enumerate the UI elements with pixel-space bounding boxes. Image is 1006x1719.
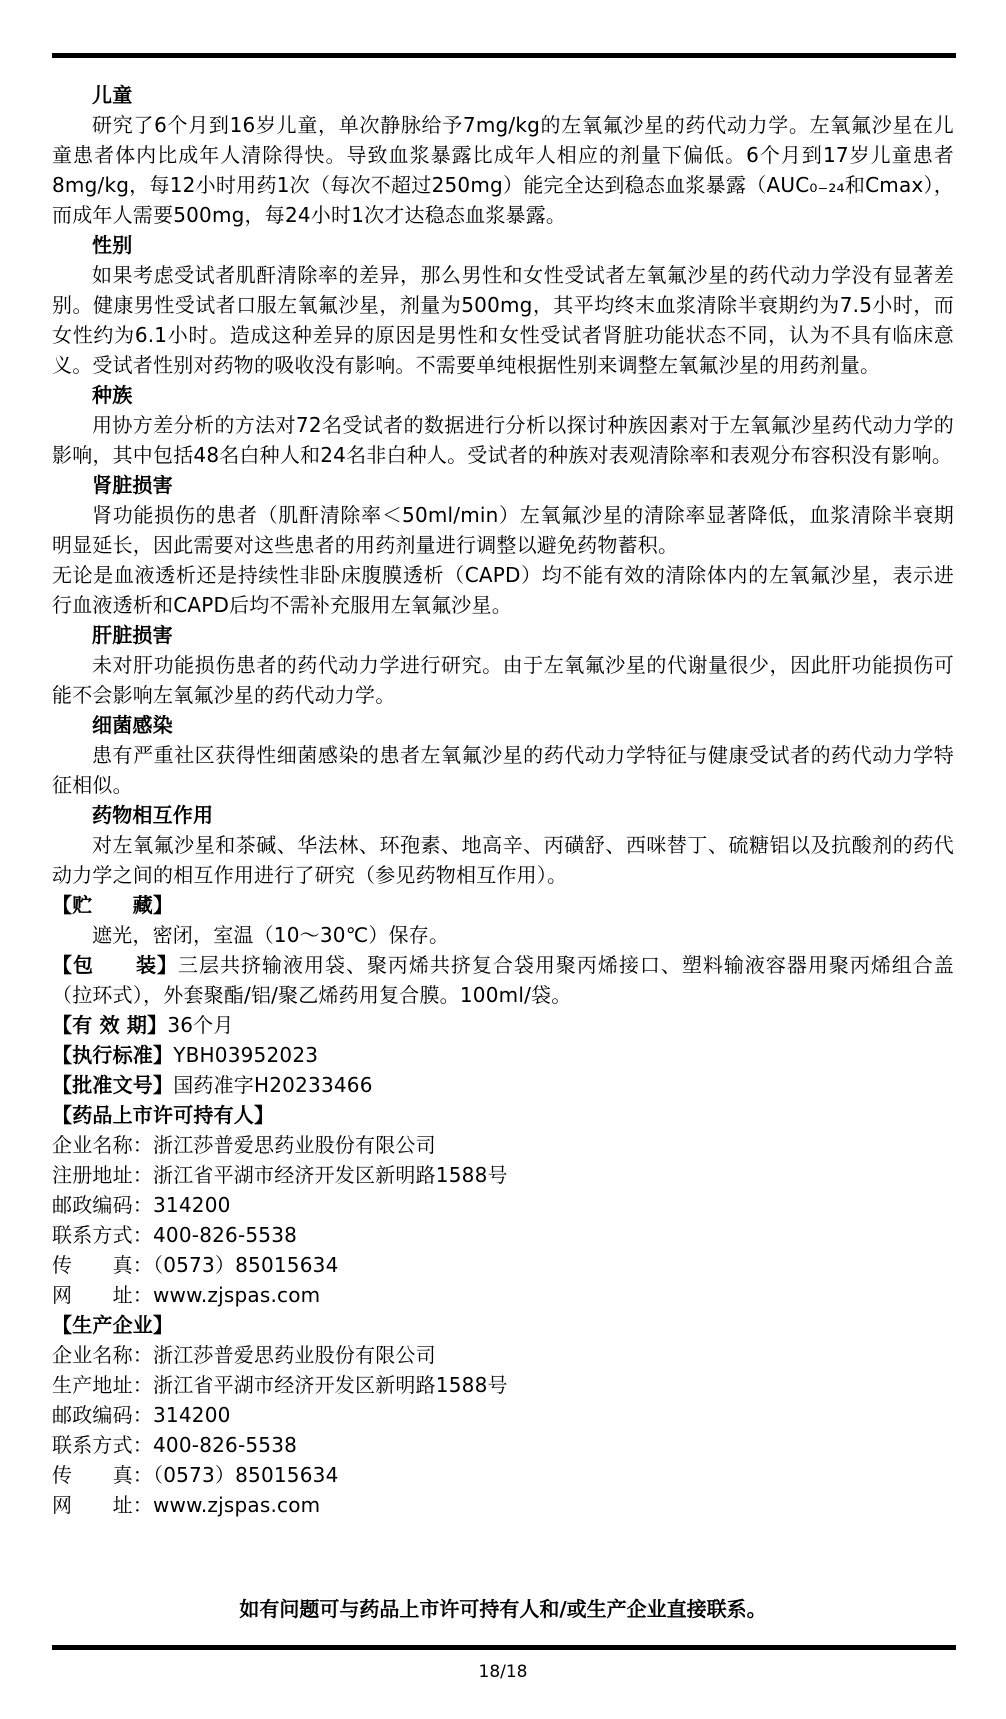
bottom-rule (52, 1645, 956, 1650)
paragraph: 未对肝功能损伤患者的药代动力学进行研究。由于左氧氟沙星的代谢量很少，因此肝功能损伤可能不会影响左氧氟沙星的药代动力学。 (52, 653, 954, 707)
paragraph: 研究了6个月到16岁儿童，单次静脉给予7mg/kg的左氧氟沙星的药代动力学。左氧氟沙星在儿童患者体内比成年人清除得快。导致血浆暴露比成年人相应的剂量下偏低。6个月到17岁儿童患者8mg/kg，每12小时用药1次（每次不超过250mg）能完全达到稳态血浆暴露（AUC₀₋₂₄和Cmax），而成年人需要500mg，每24小时1次才达稳态血浆暴露。 (52, 113, 954, 227)
info-line: 生产地址：浙江省平湖市经济开发区新明路1588号 (52, 1373, 508, 1397)
info-line: 网 址：www.zjspas.com (52, 1493, 321, 1517)
info-line: 邮政编码：314200 (52, 1193, 231, 1217)
info-line: 网 址：www.zjspas.com (52, 1283, 321, 1307)
field-label: 【有 效 期】 (52, 1013, 168, 1037)
field-label: 【贮 藏】 (52, 893, 174, 917)
field-value: 国药准字H20233466 (173, 1073, 373, 1097)
field-label: 【药品上市许可持有人】 (52, 1103, 275, 1127)
field-label: 【生产企业】 (52, 1313, 174, 1337)
section-heading: 细菌感染 (92, 713, 173, 737)
field-value: 36个月 (167, 1013, 234, 1037)
page-number: 18/18 (478, 1662, 528, 1682)
info-line: 企业名称：浙江莎普爱思药业股份有限公司 (52, 1133, 436, 1157)
info-line: 企业名称：浙江莎普爱思药业股份有限公司 (52, 1343, 436, 1367)
section-heading: 性别 (92, 233, 133, 257)
paragraph: 遮光，密闭，室温（10～30℃）保存。 (92, 923, 450, 947)
info-line: 邮政编码：314200 (52, 1403, 231, 1427)
info-line: 传 真：（0573）85015634 (52, 1253, 339, 1277)
labeled-field (52, 890, 954, 920)
paragraph: 用协方差分析的方法对72名受试者的数据进行分析以探讨种族因素对于左氧氟沙星药代动力学的影响，其中包括48名白种人和24名非白种人。受试者的种族对表观清除率和表观分布容积没有影响。 (52, 413, 954, 467)
labeled-field (52, 1100, 954, 1130)
field-label: 【包 装】 (52, 953, 178, 977)
paragraph: 无论是血液透析还是持续性非卧床腹膜透析（CAPD）均不能有效的清除体内的左氧氟沙星，表示进行血液透析和CAPD后均不需补充服用左氧氟沙星。 (52, 563, 954, 617)
labeled-field (52, 1310, 954, 1340)
labeled-field (52, 1010, 954, 1040)
info-line: 传 真：（0573）85015634 (52, 1463, 339, 1487)
closing-note: 如有问题可与药品上市许可持有人和/或生产企业直接联系。 (239, 1597, 767, 1621)
info-line: 联系方式：400-826-5538 (52, 1223, 298, 1247)
info-line: 联系方式：400-826-5538 (52, 1433, 298, 1457)
section-heading: 肝脏损害 (92, 623, 173, 647)
field-value: 三层共挤输液用袋、聚丙烯共挤复合袋用聚丙烯接口、塑料输液容器用聚丙烯组合盖（拉环式），外套聚酯/铝/聚乙烯药用复合膜。100ml/袋。 (52, 953, 955, 1007)
paragraph: 对左氧氟沙星和茶碱、华法林、环孢素、地高辛、丙磺舒、西咪替丁、硫糖铝以及抗酸剂的药代动力学之间的相互作用进行了研究（参见药物相互作用）。 (52, 833, 954, 887)
paragraph: 如果考虑受试者肌酐清除率的差异，那么男性和女性受试者左氧氟沙星的药代动力学没有显著差别。健康男性受试者口服左氧氟沙星，剂量为500mg，其平均终末血浆清除半衰期约为7.5小时，而女性约为6.1小时。造成这种差异的原因是男性和女性受试者肾脏功能状态不同，认为不具有临床意义。受试者性别对药物的吸收没有影响。不需要单纯根据性别来调整左氧氟沙星的用药剂量。 (52, 263, 954, 377)
field-label: 【执行标准】 (52, 1043, 174, 1067)
section-heading: 肾脏损害 (92, 473, 173, 497)
labeled-field (52, 1040, 954, 1070)
paragraph: 肾功能损伤的患者（肌酐清除率＜50ml/min）左氧氟沙星的清除率显著降低，血浆清除半衰期明显延长，因此需要对这些患者的用药剂量进行调整以避免药物蓄积。 (52, 503, 954, 557)
document-body (52, 80, 954, 1520)
top-rule (52, 53, 956, 58)
labeled-field (52, 950, 954, 1010)
section-heading: 儿童 (92, 83, 133, 107)
section-heading: 药物相互作用 (92, 803, 214, 827)
paragraph: 患有严重社区获得性细菌感染的患者左氧氟沙星的药代动力学特征与健康受试者的药代动力学特征相似。 (52, 743, 954, 797)
labeled-field (52, 1070, 954, 1100)
field-label: 【批准文号】 (52, 1073, 174, 1097)
field-value: YBH03952023 (173, 1043, 319, 1067)
info-line: 注册地址：浙江省平湖市经济开发区新明路1588号 (52, 1163, 508, 1187)
section-heading: 种族 (92, 383, 133, 407)
